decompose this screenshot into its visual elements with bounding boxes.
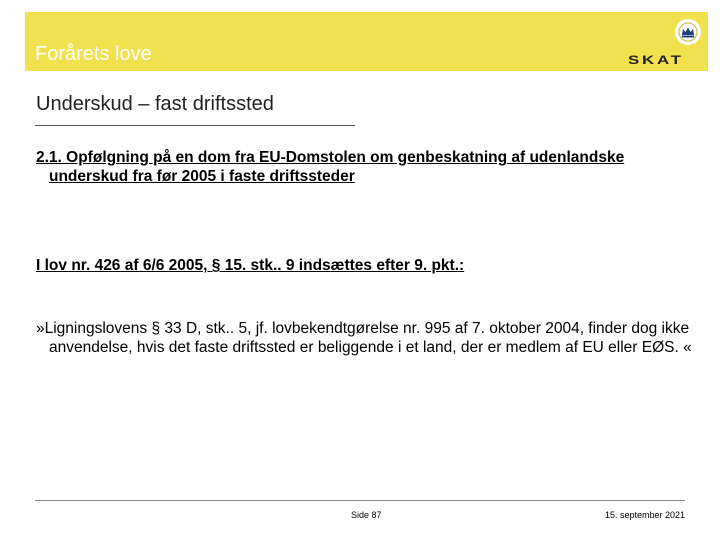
page-number: Side 87 xyxy=(351,510,382,520)
footer-divider xyxy=(35,500,685,501)
footer-date: 15. september 2021 xyxy=(604,510,685,520)
crown-icon xyxy=(675,19,701,45)
presentation-title: Forårets love xyxy=(35,43,152,65)
law-reference: I lov nr. 426 af 6/6 2005, § 15. stk.. 9 indsættes efter 9. pkt.: xyxy=(36,257,465,274)
slide-subtitle: Underskud – fast driftssted xyxy=(36,93,274,115)
quoted-provision: »Ligningslovens § 33 D, stk.. 5, jf. lovbekendtgørelse nr. 995 af 7. oktober 2004, finder dog ikke anvendelse, hvis det faste driftssted er beliggende i et land, der er medlem af EU eller EØS. « xyxy=(36,320,692,356)
logo-wordmark: SKAT xyxy=(628,53,684,67)
header-band xyxy=(25,12,708,71)
section-heading: 2.1. Opfølgning på en dom fra EU-Domstolen om genbeskatning af udenlandske underskud fra før 2005 i faste driftssteder xyxy=(36,149,625,185)
skat-logo xyxy=(628,19,698,67)
subtitle-divider xyxy=(35,125,355,126)
